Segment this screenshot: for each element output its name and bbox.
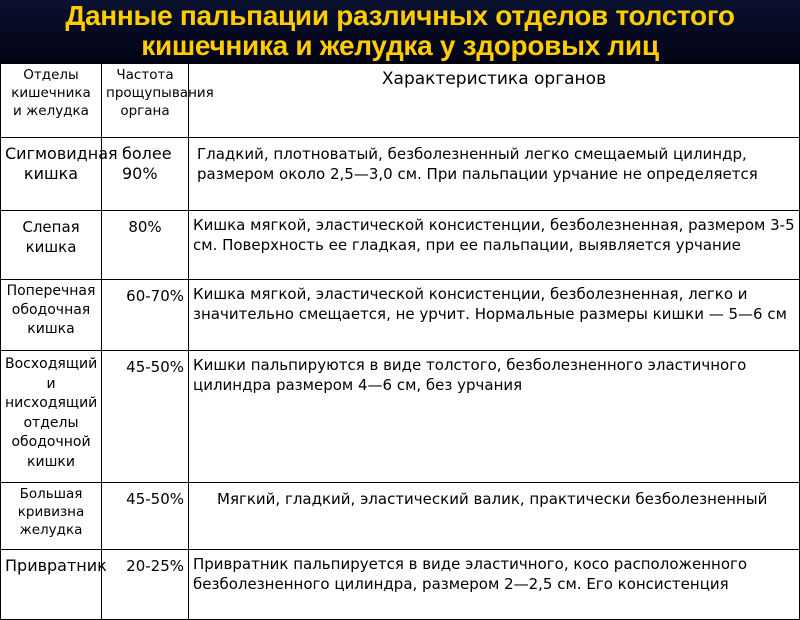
frequency-cell: более 90% — [102, 138, 189, 211]
description-cell: Мягкий, гладкий, эластический валик, практически безболезненный — [189, 483, 800, 550]
palpation-table — [0, 63, 800, 620]
description-cell: Кишки пальпируются в виде толстого, безболезненного эластичного цилиндра размером 4—6 см, без урчания — [189, 351, 800, 483]
table-row — [1, 138, 800, 211]
table-row — [1, 211, 800, 280]
description-cell: Кишка мягкой, эластической консистенции, безболезненная, размером 3-5 см. Поверхность ее гладкая, при ее пальпации, выявляется урчание — [189, 211, 800, 280]
organ-cell: Большая кривизна желудка — [1, 483, 102, 550]
frequency-cell: 45-50% — [102, 351, 189, 483]
header-characteristics: Характеристика органов — [189, 64, 800, 138]
frequency-cell: 60-70% — [102, 280, 189, 351]
table-row — [1, 550, 800, 620]
description-cell: Кишка мягкой, эластической консистенции, безболезненная, легко и значительно смещается, не урчит. Нормальные размеры кишки — 5—6 см — [189, 280, 800, 351]
description-cell: Привратник пальпируется в виде эластичного, косо расположенного безболезненного цилиндра, размером 2—2,5 см. Его консистенция — [189, 550, 800, 620]
table-row — [1, 351, 800, 483]
organ-cell: Поперечная ободочная кишка — [1, 280, 102, 351]
header-frequency: Частота прощупывания органа — [102, 64, 189, 138]
organ-cell: Восходящий и нисходящий отделы ободочной кишки — [1, 351, 102, 483]
organ-cell: Сигмовидная кишка — [1, 138, 102, 211]
frequency-cell: 20-25% — [102, 550, 189, 620]
header-organ: Отделы кишечника и желудка — [1, 64, 102, 138]
frequency-cell: 80% — [102, 211, 189, 280]
frequency-cell: 45-50% — [102, 483, 189, 550]
table-header-row — [1, 64, 800, 138]
table-row — [1, 280, 800, 351]
slide-title: Данные пальпации различных отделов толстого кишечника и желудка у здоровых лиц — [65, 0, 735, 61]
organ-cell: Слепая кишка — [1, 211, 102, 280]
table-row — [1, 483, 800, 550]
organ-cell: Привратник — [1, 550, 102, 620]
description-cell: Гладкий, плотноватый, безболезненный легко смещаемый цилиндр, размером около 2,5—3,0 см. При пальпации урчание не определяется — [189, 138, 800, 211]
